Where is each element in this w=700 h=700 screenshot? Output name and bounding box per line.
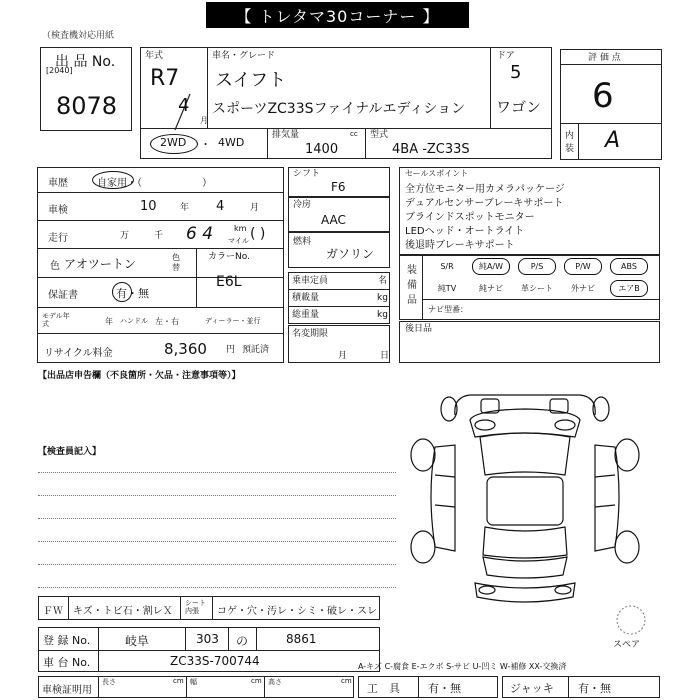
equip-ext-navi: 外ナビ [571, 284, 595, 293]
car-grade: スポーツZC33Sファイナルエディション [212, 101, 466, 117]
mileage-man: 万 [120, 231, 130, 241]
registration-label: 登 録 No. [43, 634, 91, 647]
aircon-label: 冷房 [293, 200, 312, 210]
name-change-label: 名変期限 [292, 329, 329, 339]
equip-ps: P/S [518, 258, 556, 275]
sales-point-4: LEDヘッド・オートライト [405, 226, 525, 237]
drive-opt2: 4WD [218, 136, 245, 149]
disp-value: 1400 [305, 142, 339, 157]
score-value: 6 [592, 76, 614, 116]
spare-tire-icon [615, 604, 647, 636]
shift-label: シフト [293, 169, 321, 179]
load-unit: kg [377, 293, 388, 303]
weight-unit: kg [377, 310, 388, 320]
warranty-value: 有・無 [116, 287, 149, 300]
sales-point-2: デュアルセンサーブレーキサポート [405, 198, 564, 209]
inspection-month: 4 [216, 199, 225, 214]
equip-airbag: エアB [610, 280, 648, 297]
equip-navi: 純ナビ [479, 284, 503, 293]
inspector-notes-label: 【検査員記入】 [38, 447, 102, 457]
doors-label: ドア [497, 51, 515, 61]
color-label: 色 [50, 261, 60, 272]
car-name: スイフト [215, 70, 287, 91]
recycle-unit: 円 [226, 345, 236, 355]
cert-length: 長さ [102, 678, 116, 686]
warranty-label: 保証書 [48, 290, 78, 301]
damage-codes-legend: A-キズ C-腐食 E-エクボ S-サビ U-凹ミ W-補修 XX-交換済 [358, 662, 567, 671]
recycle-value: 8,360 [164, 340, 207, 358]
capacity-label: 乗車定員 [292, 276, 329, 286]
history-value: 自家用・（ ） [97, 178, 212, 189]
color-change-label: 色替 [172, 253, 180, 273]
fuel-value: ガソリン [326, 247, 375, 261]
recycle-label: リサイクル料金 [44, 348, 113, 359]
year-label: 年式 [145, 51, 164, 61]
inspection-year: 10 [140, 199, 157, 214]
equip-alloy: 純A/W [472, 258, 510, 275]
equip-leather: 革シート [521, 284, 553, 293]
cert-height-unit: cm [341, 677, 352, 685]
recycle-deposit: 預託済 [242, 345, 270, 355]
aircon-value: AAC [321, 213, 346, 227]
name-change-month: 月 [338, 351, 348, 361]
jack-value: 有・無 [578, 682, 611, 695]
chassis-value: ZC33S-700744 [170, 654, 260, 668]
chassis-label: 車 台 No. [43, 656, 91, 669]
mileage-extra: ( ) [250, 226, 266, 242]
equip-tv: 純TV [437, 284, 457, 293]
sales-point-1: 全方位モニター用カメラパッケージ [405, 184, 565, 195]
sales-point-3: ブラインドスポットモニター [405, 212, 535, 223]
capacity-unit: 名 [378, 276, 388, 286]
year-value: R7 [150, 66, 180, 91]
sales-points-label: セールスポイント [405, 169, 469, 178]
later-items-label: 後日品 [405, 324, 433, 334]
color-code-label: カラーNo. [208, 252, 250, 262]
name-change-day: 日 [380, 351, 390, 361]
equip-pw: P/W [564, 258, 602, 275]
cert-width-unit: cm [251, 677, 262, 685]
color-code-value: E6L [216, 274, 242, 290]
sheet-title: 【 トレタマ30コーナー 】 [206, 2, 469, 28]
top-note: （検査機対応用紙 [42, 31, 115, 41]
disp-label: 排気量 [272, 130, 300, 140]
tools-label: 工 具 [367, 682, 400, 695]
car-label: 車名・グレード [212, 51, 276, 61]
inspection-month-unit: 月 [250, 203, 260, 213]
lot-label: 出 品 No. [55, 54, 116, 70]
model-year-dealer: ディーラー・並行 [205, 317, 261, 325]
registration-kana: の [236, 634, 249, 648]
spare-label: スペア [613, 640, 641, 650]
fw-text: キズ・トビ石・割レＸ [73, 606, 173, 617]
mileage-mile: マイル [228, 237, 249, 245]
interior-value: A [605, 128, 621, 153]
equip-abs: ABS [610, 258, 648, 275]
seat-text: コゲ・穴・汚レ・シミ・破レ・スレ [217, 606, 377, 617]
year-month: 4 [178, 95, 190, 116]
load-label: 積載量 [292, 293, 320, 303]
color-value: アオツートン [64, 257, 136, 271]
model-year-lr: 左・右 [155, 317, 179, 326]
model-year-year: 年 [105, 317, 113, 326]
seat-label: シート内張 [185, 599, 206, 616]
equipment-label: 装備品 [407, 265, 417, 306]
model-year-label: モデル年式 [42, 312, 70, 329]
registration-place: 岐阜 [125, 634, 150, 648]
jack-label: ジャッキ [510, 682, 554, 695]
fw-label: ＦＷ [43, 606, 63, 617]
mileage-sen: 千 [154, 231, 164, 241]
mileage-value: 6 4 [186, 224, 214, 244]
cert-label: 車検証明用 [42, 685, 92, 696]
cert-width: 幅 [190, 678, 197, 686]
model-value: 4BA -ZC33S [392, 142, 470, 157]
body-type: ワゴン [496, 98, 542, 116]
doors-value: 5 [510, 62, 522, 83]
fuel-label: 燃料 [293, 237, 312, 247]
registration-number: 8861 [286, 632, 317, 646]
inspection-year-unit: 年 [180, 203, 190, 213]
registration-class: 303 [196, 632, 219, 646]
cert-length-unit: cm [173, 677, 184, 685]
shift-value: F6 [331, 180, 346, 194]
mileage-km: km [234, 224, 247, 233]
model-year-handle: ハンドル [120, 317, 148, 325]
later-items-box [399, 321, 660, 363]
disp-unit: cc [350, 130, 358, 138]
lot-number: 8078 [56, 92, 118, 120]
cert-height: 高さ [268, 678, 282, 686]
score-label: 評 価 点 [588, 53, 621, 63]
history-label: 車歴 [48, 178, 68, 189]
weight-label: 総重量 [292, 310, 320, 320]
seller-notes-label: 【出品店申告欄（不良箇所・欠品・注意事項等）】 [38, 371, 241, 381]
drive-opt1: 2WD [160, 136, 187, 149]
tools-value: 有・無 [428, 682, 461, 695]
mileage-label: 走行 [48, 233, 68, 244]
navi-model-label: ナビ型番： [428, 305, 468, 314]
sales-point-5: 後退時ブレーキサポート [405, 240, 515, 251]
lot-small: [2040] [46, 66, 73, 75]
model-label: 型式 [370, 130, 389, 140]
interior-label: 内装 [565, 131, 575, 154]
drive-sep: ・ [200, 138, 211, 151]
equip-sr: S/R [440, 262, 454, 271]
month-unit: 月 [200, 116, 208, 125]
inspection-label: 車検 [48, 205, 68, 216]
